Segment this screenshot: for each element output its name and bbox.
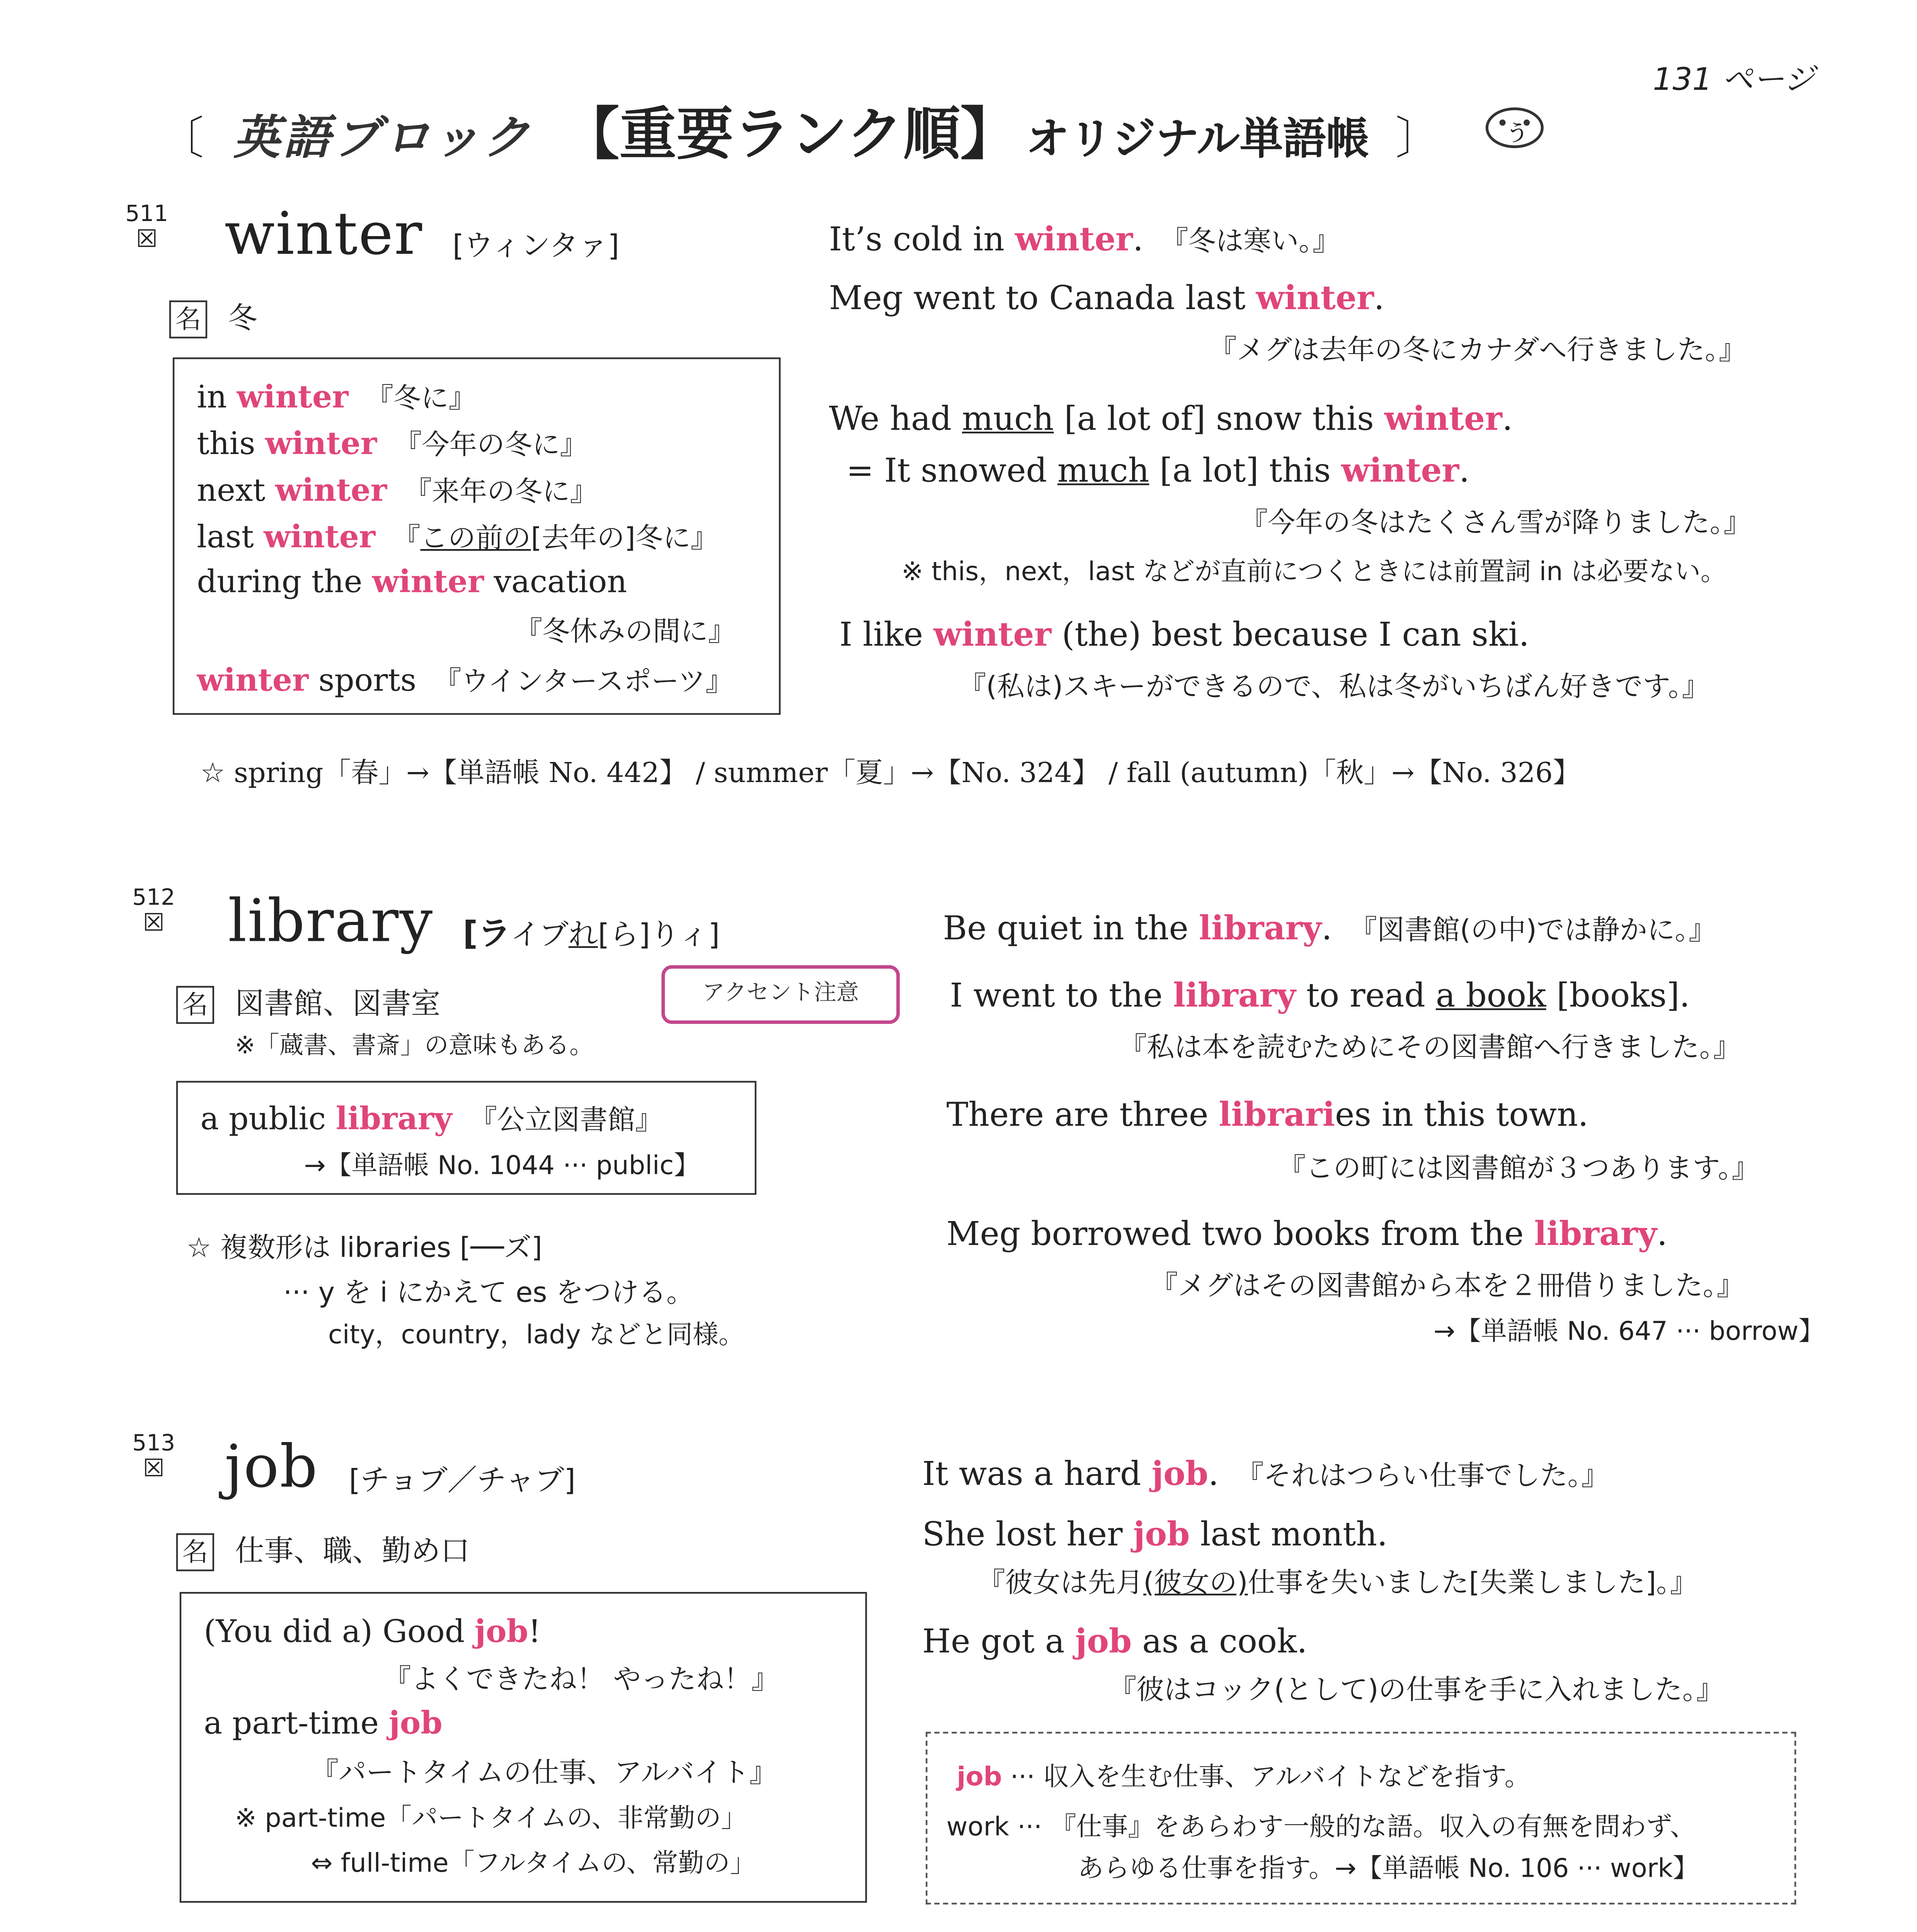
phrase-line: a public library 『公立図書館』 — [200, 1101, 663, 1138]
accent-caution-badge: アクセント注意 — [661, 965, 900, 1024]
page-number: 131 ページ — [1653, 62, 1815, 99]
usage-note-line: あらゆる仕事を指す。→【単語帳 No. 106 ··· work】 — [1078, 1852, 1699, 1884]
face-doodle-char: ぅ — [1502, 114, 1532, 149]
example-sentence: I like winter (the) best because I can ski. — [839, 616, 1529, 655]
phrase-reference: →【単語帳 No. 1044 ··· public】 — [304, 1150, 700, 1181]
pronunciation-winter: [ウィンタァ] — [452, 230, 620, 264]
phrase-line: (You did a) Good job! — [204, 1614, 541, 1651]
example-sentence: It’s cold in winter. 『冬は寒い。』 — [829, 221, 1340, 259]
main-subtitle: オリジナル単語帳 — [1026, 114, 1369, 164]
checkbox-icon[interactable]: ☒ — [143, 910, 165, 938]
example-translation: 『彼はコック(として)の仕事を手に入れました。』 — [1108, 1673, 1724, 1706]
phrase-line: next winter 『来年の冬に』 — [197, 473, 598, 510]
related-words: ☆ spring「春」→【単語帳 No. 442】 / summer「夏」→【No. 324】 / fall (autumn)「秋」→【No. 326】 — [200, 756, 1581, 789]
bracket-open: 〔 — [159, 114, 204, 166]
grammar-note: ※ this，next，last などが直前につくときには前置詞 in は必要ない。 — [901, 556, 1727, 587]
checkbox-icon[interactable]: ☒ — [136, 226, 158, 254]
headword-library: library — [228, 887, 434, 957]
pronunciation-library: [ライブれ[ら]りィ] — [463, 915, 720, 953]
phrase-line: winter sports 『ウインタースポーツ』 — [197, 663, 734, 699]
headword-job: job — [224, 1433, 318, 1502]
definition-library: 名 図書館、図書室 — [176, 979, 441, 1024]
definition-job: 名 仕事、職、勤め口 — [176, 1526, 470, 1571]
phrase-translation: 『よくできたね！ やったね！』 — [383, 1663, 779, 1696]
example-sentence: There are three libraries in this town. — [946, 1096, 1588, 1134]
usage-note-line: work ··· 『仕事』をあらわす一般的な語。収入の有無を問わず、 — [946, 1811, 1696, 1842]
example-sentence: I went to the library to read a book [books]. — [950, 977, 1690, 1015]
plural-note: ··· y を i にかえて es をつける。 — [283, 1276, 694, 1309]
brand-logo: 英語ブロック — [233, 112, 533, 166]
example-sentence: She lost her job last month. — [922, 1516, 1388, 1554]
phrase-line: last winter 『この前の[去年の]冬に』 — [197, 520, 718, 556]
plural-note: ☆ 複数形は libraries [──ズ] — [186, 1231, 543, 1264]
phrase-note: ※ part-time「パートタイムの、非常勤の」 — [235, 1803, 747, 1834]
meaning-note: ※「蔵書、書斎」の意味もある。 — [235, 1032, 594, 1060]
pos-noun-badge: 名 — [176, 1533, 214, 1571]
phrase-line: 『冬休みの間に』 — [514, 614, 736, 648]
example-sentence: Meg borrowed two books from the library. — [946, 1215, 1668, 1254]
phrase-translation: 『パートタイムの仕事、アルバイト』 — [311, 1756, 777, 1789]
example-reference: →【単語帳 No. 647 ··· borrow】 — [1433, 1315, 1825, 1347]
example-translation: 『(私は)スキーができるので、私は冬がいちばん好きです。』 — [958, 670, 1710, 703]
phrase-line: in winter 『冬に』 — [197, 380, 477, 416]
phrase-line: a part-time job — [204, 1706, 443, 1742]
example-sentence: He got a job as a cook. — [922, 1623, 1308, 1661]
phrase-line: this winter 『今年の冬に』 — [197, 426, 588, 463]
headword-winter: winter — [224, 200, 423, 270]
entry-number-512: 512 ☒ — [131, 888, 176, 936]
checkbox-icon[interactable]: ☒ — [143, 1455, 165, 1483]
main-title: 【重要ランク順】 — [562, 100, 1018, 168]
example-translation: 『私は本を読むためにその図書館へ行きました。』 — [1119, 1031, 1741, 1064]
example-translation: 『この町には図書館が３つあります。』 — [1278, 1151, 1760, 1185]
example-translation: 『今年の冬はたくさん雪が降りました。』 — [1240, 506, 1752, 539]
phrase-note: ⇔ full-time「フルタイムの、常勤の」 — [311, 1847, 756, 1879]
pronunciation-job: [チョブ／チャブ] — [349, 1464, 576, 1499]
face-doodle-icon — [1482, 104, 1548, 152]
example-translation: 『メグはその図書館から本を２冊借りました。』 — [1150, 1269, 1745, 1302]
example-sentence: It was a hard job. 『それはつらい仕事でした。』 — [922, 1455, 1609, 1494]
usage-note-line: job ··· 収入を生む仕事、アルバイトなどを指す。 — [957, 1761, 1531, 1793]
example-sentence: We had much [a lot of] snow this winter. — [829, 400, 1513, 439]
pos-noun-badge: 名 — [169, 301, 207, 338]
example-translation: 『彼女は先月(彼女の)仕事を失いました[失業しました]。』 — [977, 1566, 1698, 1599]
bracket-close: 〕 — [1395, 114, 1440, 166]
entry-number-511: 511 ☒ — [124, 204, 169, 252]
example-sentence: Meg went to Canada last winter. — [829, 279, 1384, 318]
example-translation: 『メグは去年の冬にカナダへ行きました。』 — [1209, 333, 1747, 366]
entry-number-513: 513 ☒ — [131, 1433, 176, 1481]
header-title — [159, 90, 1440, 171]
plural-note: city，country，lady などと同様。 — [328, 1319, 745, 1350]
example-sentence: Be quiet in the library. 『図書館(の中)では静かに。』 — [943, 910, 1716, 948]
definition-winter: 名 冬 — [169, 294, 257, 338]
example-sentence: = It snowed much [a lot] this winter. — [846, 452, 1470, 491]
phrase-line: during the winter vacation — [197, 565, 627, 601]
pos-noun-badge: 名 — [176, 986, 214, 1024]
